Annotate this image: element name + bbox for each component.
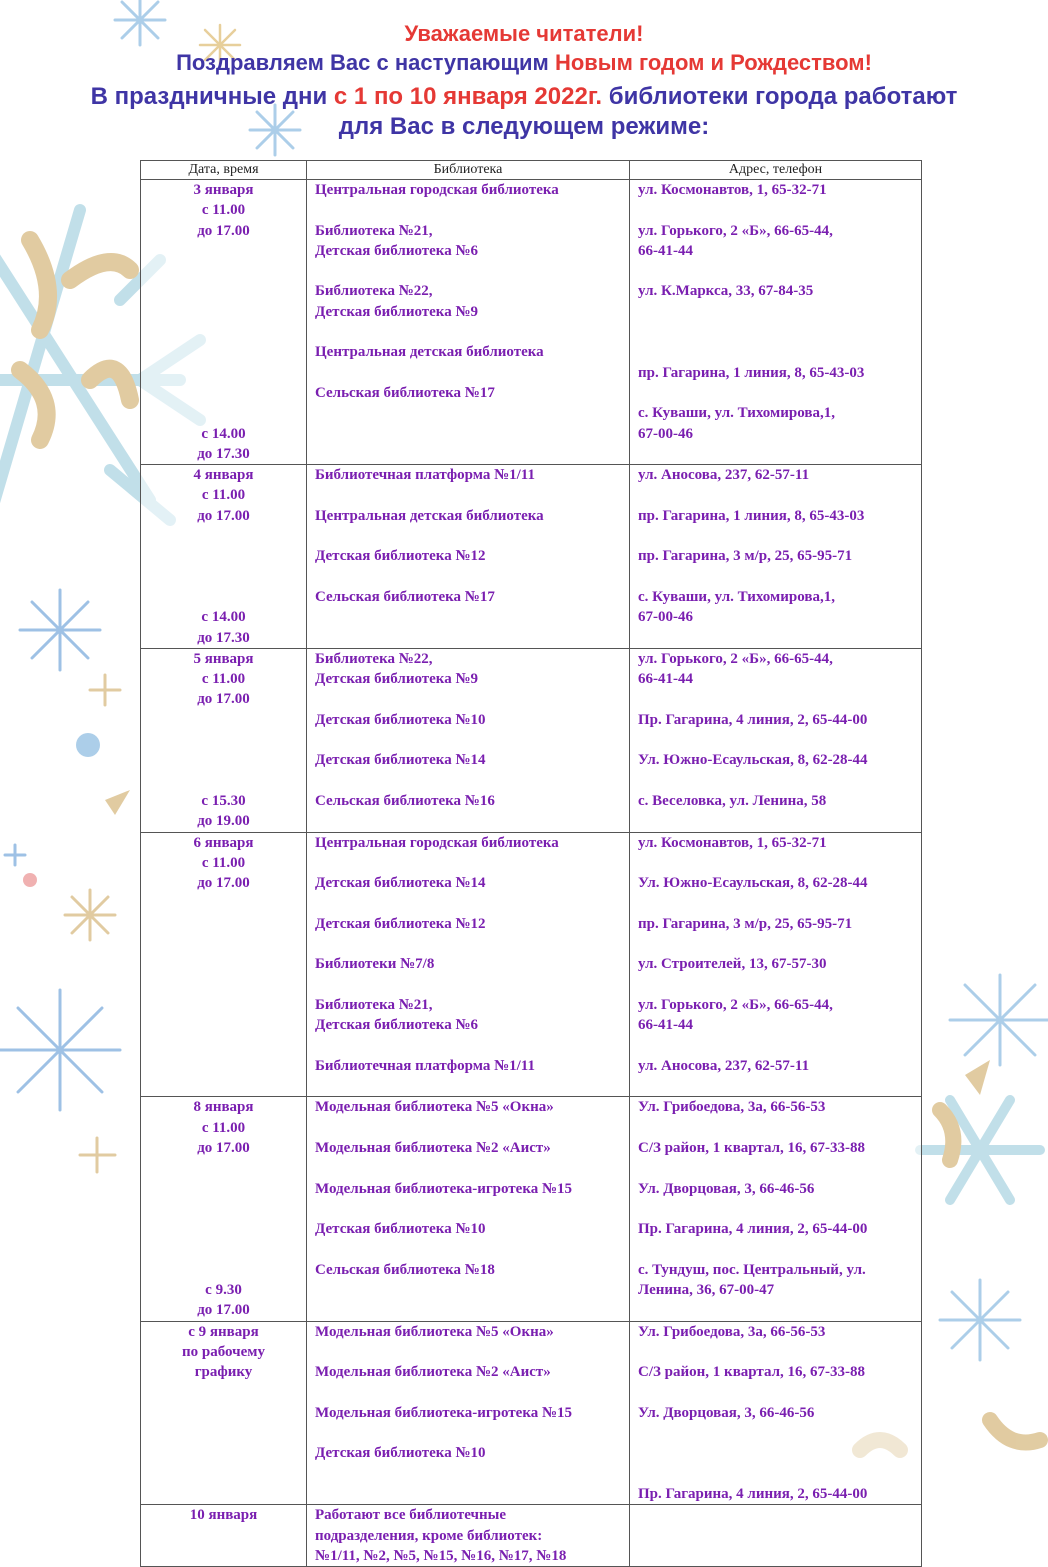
library-cell xyxy=(307,648,630,832)
library-cell-line xyxy=(315,200,621,220)
library-cell-line xyxy=(315,363,621,383)
library-cell-line: Центральная детская библиотека xyxy=(315,344,544,361)
date-cell-line xyxy=(141,1260,306,1280)
library-cell-line: Библиотека №22, Детская библиотека №9 xyxy=(315,650,479,688)
address-cell-line: ул. Строителей, 13, 67-57-30 xyxy=(638,956,827,973)
date-cell xyxy=(141,1097,307,1321)
address-cell-line xyxy=(638,200,913,220)
library-cell-line: Библиотека №22, Детская библиотека №9 xyxy=(315,283,479,320)
library-cell-line: Детская библиотека №12 xyxy=(315,548,486,565)
library-cell-line xyxy=(315,1199,621,1219)
address-cell xyxy=(630,1505,922,1567)
address-cell-line xyxy=(638,934,913,954)
date-cell-line: 3 января с 11.00 до 17.00 xyxy=(193,182,254,239)
date-cell-line: с 14.00 до 17.30 xyxy=(197,609,250,646)
library-cell-line: Модельная библиотека №5 «Окна» xyxy=(315,1099,554,1116)
address-cell-line: пр. Гагарина, 3 м/р, 25, 65-95-71 xyxy=(638,548,853,565)
address-cell-line: ул. Горького, 2 «Б», 66-65-44, 66-41-44 xyxy=(638,222,833,259)
congrats-highlight: Новым годом и Рождеством! xyxy=(554,50,872,75)
library-cell-line: Модельная библиотека №5 «Окна» xyxy=(315,1323,554,1340)
address-cell xyxy=(630,648,922,832)
date-cell-line xyxy=(141,261,306,281)
library-cell-line: Сельская библиотека №16 xyxy=(315,792,495,809)
address-cell-line: пр. Гагарина, 1 линия, 8, 65-43-03 xyxy=(638,364,865,381)
library-cell-line: Сельская библиотека №17 xyxy=(315,588,495,605)
address-cell-line xyxy=(638,383,913,403)
date-cell xyxy=(141,180,307,465)
date-cell-line xyxy=(141,546,306,566)
date-cell-line xyxy=(141,771,306,791)
library-cell-line: Центральная городская библиотека xyxy=(315,834,559,851)
address-cell-line: ул. Аносова, 237, 62-57-11 xyxy=(638,467,810,484)
library-cell-line: Библиотека №21, Детская библиотека №6 xyxy=(315,996,479,1034)
date-cell-line xyxy=(141,587,306,607)
date-cell-line xyxy=(141,383,306,403)
library-cell xyxy=(307,1321,630,1505)
address-cell xyxy=(630,180,922,465)
address-cell-line: С/З район, 1 квартал, 16, 67-33-88 xyxy=(638,1364,866,1381)
date-cell-line xyxy=(141,281,306,301)
date-cell-line: с 9 января по рабочему графику xyxy=(182,1323,265,1381)
address-cell-line xyxy=(638,1158,913,1178)
date-cell xyxy=(141,832,307,1097)
library-cell-line: Детская библиотека №10 xyxy=(315,1221,486,1238)
library-cell-line: Центральная детская библиотека xyxy=(315,507,544,524)
library-cell xyxy=(307,1097,630,1321)
address-cell-line: Ул. Грибоедова, 3а, 66-56-53 xyxy=(638,1323,826,1340)
address-cell-line xyxy=(638,1423,913,1443)
address-cell-line xyxy=(638,526,913,546)
library-cell-line: Библиотека №21, Детская библиотека №6 xyxy=(315,222,479,259)
address-cell-line xyxy=(638,342,913,362)
library-cell-line xyxy=(315,893,621,913)
date-cell-line xyxy=(141,730,306,750)
table-row xyxy=(141,1097,922,1321)
date-cell-line: 6 января с 11.00 до 17.00 xyxy=(193,834,254,892)
date-cell-line xyxy=(141,322,306,342)
library-cell xyxy=(307,832,630,1097)
address-cell-line: Ул. Южно-Есаульская, 8, 62-28-44 xyxy=(638,752,868,769)
address-cell-line: С/З район, 1 квартал, 16, 67-33-88 xyxy=(638,1139,866,1156)
library-cell-line xyxy=(315,1076,621,1096)
date-cell-line xyxy=(141,302,306,322)
address-cell-line xyxy=(638,730,913,750)
address-cell-line xyxy=(638,1239,913,1259)
library-cell-line: Детская библиотека №14 xyxy=(315,875,486,892)
library-cell-line: Модельная библиотека №2 «Аист» xyxy=(315,1364,551,1381)
date-cell-line xyxy=(141,526,306,546)
library-cell-line: Детская библиотека №10 xyxy=(315,711,486,728)
library-cell-line xyxy=(315,1118,621,1138)
address-cell-line xyxy=(638,1076,913,1096)
address-cell xyxy=(630,1097,922,1321)
library-cell-line: Сельская библиотека №17 xyxy=(315,384,495,401)
date-cell xyxy=(141,465,307,649)
library-cell-line xyxy=(315,771,621,791)
library-cell-line: Библиотеки №7/8 xyxy=(315,956,435,973)
address-cell-line xyxy=(638,1199,913,1219)
library-cell-line xyxy=(315,1158,621,1178)
table-row xyxy=(141,1505,922,1567)
date-cell-line xyxy=(141,750,306,770)
date-cell-line xyxy=(141,342,306,362)
library-cell-line xyxy=(315,1035,621,1055)
library-cell-line xyxy=(315,261,621,281)
schedule-prefix: В праздничные дни xyxy=(90,83,334,110)
address-cell-line xyxy=(638,302,913,322)
address-cell-line xyxy=(638,1383,913,1403)
address-cell-line xyxy=(638,261,913,281)
column-header-address: Адрес, телефон xyxy=(630,161,922,180)
address-cell-line xyxy=(638,1118,913,1138)
page-header xyxy=(0,20,1048,142)
address-cell-line: Ул. Дворцовая, 3, 66-46-56 xyxy=(638,1180,815,1197)
library-cell-line: Детская библиотека №12 xyxy=(315,915,486,932)
date-cell-line: с 15.30 до 19.00 xyxy=(197,792,250,830)
date-cell xyxy=(141,648,307,832)
address-cell-line: с. Веселовка, ул. Ленина, 58 xyxy=(638,792,827,809)
address-cell-line: ул. Космонавтов, 1, 65-32-71 xyxy=(638,834,827,851)
address-cell-line xyxy=(638,1035,913,1055)
date-cell-line xyxy=(141,1239,306,1259)
library-cell-line xyxy=(315,526,621,546)
table-row xyxy=(141,648,922,832)
date-cell-line: 5 января с 11.00 до 17.00 xyxy=(193,650,254,708)
library-cell xyxy=(307,465,630,649)
date-cell-line xyxy=(141,363,306,383)
address-cell-line: пр. Гагарина, 1 линия, 8, 65-43-03 xyxy=(638,507,865,524)
address-cell-line: Ул. Дворцовая, 3, 66-46-56 xyxy=(638,1404,815,1421)
date-cell-line xyxy=(141,403,306,423)
address-cell-line xyxy=(638,1464,913,1484)
address-cell-line: с. Тундуш, пос. Центральный, ул. Ленина, 36, 67-00-47 xyxy=(638,1261,866,1299)
date-cell-line xyxy=(141,1158,306,1178)
table-header-row xyxy=(141,161,922,180)
library-cell-line: Работают все библиотечные подразделения, кроме библиотек: №1/11, №2, №5, №15, №16, №17, №18 xyxy=(315,1507,567,1564)
address-cell-line: ул. К.Маркса, 33, 67-84-35 xyxy=(638,283,814,300)
congrats-prefix: Поздравляем Вас с наступающим xyxy=(176,50,555,75)
library-cell-line xyxy=(315,322,621,342)
address-cell-line xyxy=(638,1342,913,1362)
address-cell-line xyxy=(638,975,913,995)
address-cell-line: с. Куваши, ул. Тихомирова,1, 67-00-46 xyxy=(638,405,835,442)
address-cell-line: с. Куваши, ул. Тихомирова,1, 67-00-46 xyxy=(638,588,835,626)
library-cell-line xyxy=(315,853,621,873)
snowflake-left-middle-icon xyxy=(20,590,100,670)
schedule-table xyxy=(140,160,922,1567)
address-cell-line xyxy=(638,771,913,791)
address-cell xyxy=(630,465,922,649)
address-cell-line: ул. Аносова, 237, 62-57-11 xyxy=(638,1057,810,1074)
column-header-date: Дата, время xyxy=(141,161,307,180)
schedule-intro-line-2: для Вас в следующем режиме: xyxy=(338,113,710,140)
date-cell-line xyxy=(141,1179,306,1199)
library-cell-line xyxy=(315,689,621,709)
date-cell-line xyxy=(141,710,306,730)
library-cell-line xyxy=(315,1383,621,1403)
column-header-library: Библиотека xyxy=(307,161,630,180)
date-cell-line xyxy=(141,567,306,587)
address-cell-line: ул. Горького, 2 «Б», 66-65-44, 66-41-44 xyxy=(638,996,833,1034)
address-cell-line xyxy=(638,893,913,913)
address-cell-line: Пр. Гагарина, 4 линия, 2, 65-44-00 xyxy=(638,1486,868,1502)
library-cell-line xyxy=(315,567,621,587)
library-cell-line xyxy=(315,1342,621,1362)
address-cell-line: ул. Космонавтов, 1, 65-32-71 xyxy=(638,182,827,198)
congratulations-line xyxy=(0,48,1048,78)
table-row xyxy=(141,1321,922,1505)
address-cell-line: Пр. Гагарина, 4 линия, 2, 65-44-00 xyxy=(638,1221,868,1238)
date-cell xyxy=(141,1505,307,1567)
date-cell-line: с 14.00 до 17.30 xyxy=(197,425,250,462)
address-cell xyxy=(630,1321,922,1505)
address-cell xyxy=(630,832,922,1097)
date-cell-line: 10 января xyxy=(189,1507,258,1524)
library-cell-line xyxy=(315,485,621,505)
date-cell-line xyxy=(141,1219,306,1239)
address-cell-line: Пр. Гагарина, 4 линия, 2, 65-44-00 xyxy=(638,711,868,728)
date-cell-line: 8 января с 11.00 до 17.00 xyxy=(193,1099,254,1156)
date-cell-line xyxy=(141,1199,306,1219)
greeting-title: Уважаемые читатели! xyxy=(404,21,644,46)
library-cell-line: Центральная городская библиотека xyxy=(315,182,559,198)
library-cell-line xyxy=(315,1239,621,1259)
address-cell-line: Ул. Южно-Есаульская, 8, 62-28-44 xyxy=(638,875,868,892)
library-cell-line: Детская библиотека №10 xyxy=(315,1445,486,1462)
table-row xyxy=(141,465,922,649)
schedule-table-body xyxy=(141,180,922,1567)
library-cell-line: Модельная библиотека-игротека №15 xyxy=(315,1404,573,1421)
address-cell-line: пр. Гагарина, 3 м/р, 25, 65-95-71 xyxy=(638,915,853,932)
table-row xyxy=(141,180,922,465)
schedule-suffix: библиотеки города работают xyxy=(602,83,958,110)
schedule-date-range: с 1 по 10 января 2022г. xyxy=(333,83,603,110)
schedule-intro-line xyxy=(0,82,1048,112)
library-cell-line xyxy=(315,934,621,954)
address-cell-line xyxy=(638,1443,913,1463)
library-cell-line xyxy=(315,975,621,995)
address-cell-line: Ул. Грибоедова, 3а, 66-56-53 xyxy=(638,1099,826,1116)
library-cell-line: Модельная библиотека-игротека №15 xyxy=(315,1180,573,1197)
date-cell-line: 4 января с 11.00 до 17.00 xyxy=(193,467,254,524)
address-cell-line xyxy=(638,322,913,342)
address-cell-line xyxy=(638,853,913,873)
address-cell-line xyxy=(638,689,913,709)
library-cell-line xyxy=(315,1423,621,1443)
library-cell-line: Сельская библиотека №18 xyxy=(315,1261,495,1278)
address-cell-line xyxy=(638,485,913,505)
library-cell-line: Библиотечная платформа №1/11 xyxy=(315,467,535,484)
table-row xyxy=(141,832,922,1097)
address-cell-line xyxy=(638,567,913,587)
library-cell-line: Библиотечная платформа №1/11 xyxy=(315,1057,535,1074)
date-cell xyxy=(141,1321,307,1505)
library-cell xyxy=(307,180,630,465)
date-cell-line: с 9.30 до 17.00 xyxy=(197,1282,250,1319)
library-cell-line: Детская библиотека №14 xyxy=(315,752,486,769)
date-cell-line xyxy=(141,241,306,261)
library-cell-line xyxy=(315,730,621,750)
library-cell-line xyxy=(315,1464,621,1484)
library-cell xyxy=(307,1505,630,1567)
address-cell-line: ул. Горького, 2 «Б», 66-65-44, 66-41-44 xyxy=(638,650,833,688)
library-cell-line: Модельная библиотека №2 «Аист» xyxy=(315,1139,551,1156)
